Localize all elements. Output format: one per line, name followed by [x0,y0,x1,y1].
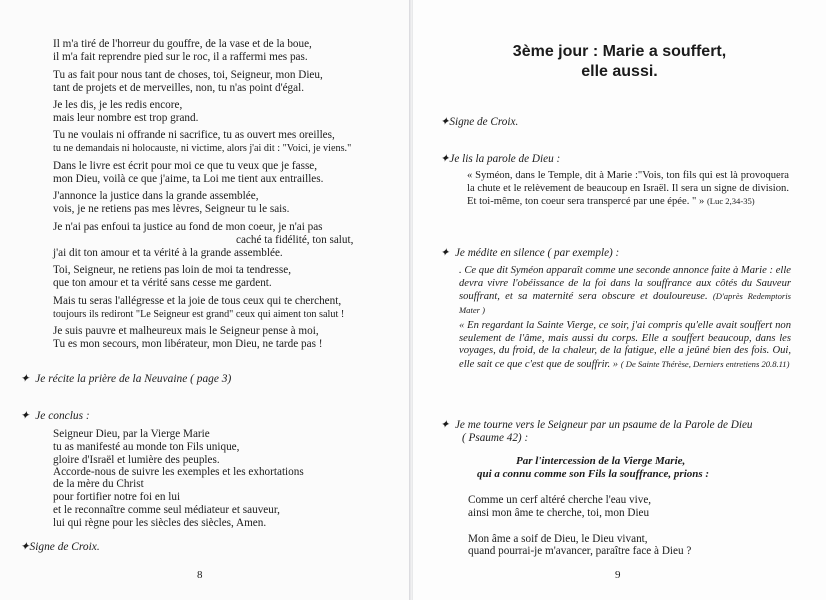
text-line: mon Dieu, voilà ce que j'aime, ta Loi me tient aux entrailles. [53,173,324,185]
cross-icon: ✦ [440,153,450,165]
text-line: Il m'a tiré de l'horreur du gouffre, de la vase et de la boue, [53,38,312,50]
text-line: j'ai dit ton amour et ta vérité à la grande assemblée. [53,247,283,259]
text-line: il m'a fait reprendre pied sur le roc, il a raffermi mes pas. [53,51,308,63]
text-line: Tu ne voulais ni offrande ni sacrifice, tu as ouvert mes oreilles, [53,129,335,141]
page-number: 9 [615,569,621,581]
cross-icon: ✦ [20,541,30,553]
text-line: toujours ils rediront "Le Seigneur est grand" ceux qui aiment ton salut ! [53,309,345,320]
intercession-line-2: qui a connu comme son Fils la souffrance, prions : [477,468,710,480]
text-line: gloire d'Israël et lumière des peuples. [53,454,220,466]
text-line: lui qui règne pour les siècles des siècles, Amen. [53,517,267,529]
meditate-instruction: ✦ Je médite en silence ( par exemple) : [440,247,620,259]
text-line: Seigneur Dieu, par la Vierge Marie [53,428,210,440]
text-line: Je les dis, je les redis encore, [53,99,183,111]
cross-icon: ✦ [440,116,450,128]
text-line: Comme un cerf altéré cherche l'eau vive, [468,494,652,506]
text-line: vois, je ne retiens pas mes lèvres, Seigneur tu le sais. [53,203,290,215]
text-line: caché ta fidélité, ton salut, [236,234,354,246]
left-page [0,0,410,600]
text-line: Tu es mon secours, mon libérateur, mon Dieu, ne tarde pas ! [53,338,323,350]
text-line: tu ne demandais ni holocauste, ni victime, alors j'ai dit : "Voici, je viens." [53,143,352,154]
page-number: 8 [197,569,203,581]
text-line: Je n'ai pas enfoui ta justice au fond de mon coeur, je n'ai pas [53,221,323,233]
text-line: Accorde-nous de suivre les exemples et les exhortations [53,466,304,478]
gospel-reference: (Luc 2,34-35) [706,196,755,207]
text-line: Tu as fait pour nous tant de choses, toi, Seigneur, mon Dieu, [53,69,323,81]
text-line: J'annonce la justice dans la grande assemblée, [53,190,259,202]
sign-of-cross-instruction: ✦Signe de Croix. [440,116,519,128]
text-line: que ton amour et ta vérité sans cesse me gardent. [53,277,272,289]
text-line: pour fortifier notre foi en lui [53,491,181,503]
gospel-quote: « Syméon, dans le Temple, dit à Marie :"Vois, ton fils qui est là provoquera la chute et le relèvement de beaucoup en Israël. Il sera un signe de division. Et toi-même, ton coeur sera transpercé par une épée. " » (Luc 2,34-35) [467,170,789,208]
text-line: tu as manifesté au monde ton Fils unique, [53,441,240,453]
cross-icon: ✦ [20,410,30,422]
text-line: Je suis pauvre et malheureux mais le Seigneur pense à moi, [53,325,319,337]
text-line: tant de projets et de merveilles, non, tu n'as point d'égal. [53,82,305,94]
cross-icon: ✦ [440,247,450,259]
meditation-paragraph-1: . Ce que dit Syméon apparaît comme une seconde annonce faite à Marie : elle devra vivre l'obéissance de la foi dans la souffrance aux côtés du Sauveur souffrant, et sa maternité sera obscure et douloureuse. (D'après Redemptoris Mater ) [459,265,792,315]
text-line: mais leur nombre est trop grand. [53,112,199,124]
conclude-instruction: ✦ Je conclus : [20,410,90,422]
turn-to-lord-instruction: ✦ Je me tourne vers le Seigneur par un psaume de la Parole de Dieu [440,419,753,431]
day-title-line-2: elle aussi. [581,63,658,80]
intercession-line-1: Par l'intercession de la Vierge Marie, [516,455,686,467]
text-line: ainsi mon âme te cherche, toi, mon Dieu [468,507,650,519]
read-instruction: ✦Je lis la parole de Dieu : [440,153,561,165]
text-line: de la mère du Christ [53,478,144,490]
text-line: Toi, Seigneur, ne retiens pas loin de moi ta tendresse, [53,264,291,276]
meditation-paragraph-2: « En regardant la Sainte Vierge, ce soir, j'ai compris qu'elle avait souffert non seulement de l'âme, mais aussi du corps. Elle a souffert beaucoup, dans les voyages, du froid, de la chaleur, de la fatigue, elle a jeûné bien des fois. Oui, elle sait ce que c'est que de souffrir. » ( De Sainte Thérèse, Derniers entretiens 20.8.11) [459,320,791,370]
text-line: quand pourrai-je m'avancer, paraître face à Dieu ? [468,545,692,557]
right-page [413,0,826,600]
psalm-reference: ( Psaume 42) : [462,432,529,444]
text-line: Mon âme a soif de Dieu, le Dieu vivant, [468,533,648,545]
meditation-2-reference: ( De Sainte Thérèse, Derniers entretiens 20.8.11) [620,358,790,369]
text-line: et le reconnaître comme seul médiateur et sauveur, [53,504,280,516]
cross-icon: ✦ [440,419,450,431]
cross-icon: ✦ [20,373,30,385]
sign-of-cross-instruction: ✦Signe de Croix. [20,541,100,553]
meditation-1-reference: (D'après Redemptoris Mater ) [459,291,792,315]
recite-instruction: ✦ Je récite la prière de la Neuvaine ( page 3) [20,373,232,385]
text-line: Mais tu seras l'allégresse et la joie de tous ceux qui te cherchent, [53,295,342,307]
text-line: Dans le livre est écrit pour moi ce que tu veux que je fasse, [53,160,318,172]
day-title-line-1: 3ème jour : Marie a souffert, [512,43,727,60]
